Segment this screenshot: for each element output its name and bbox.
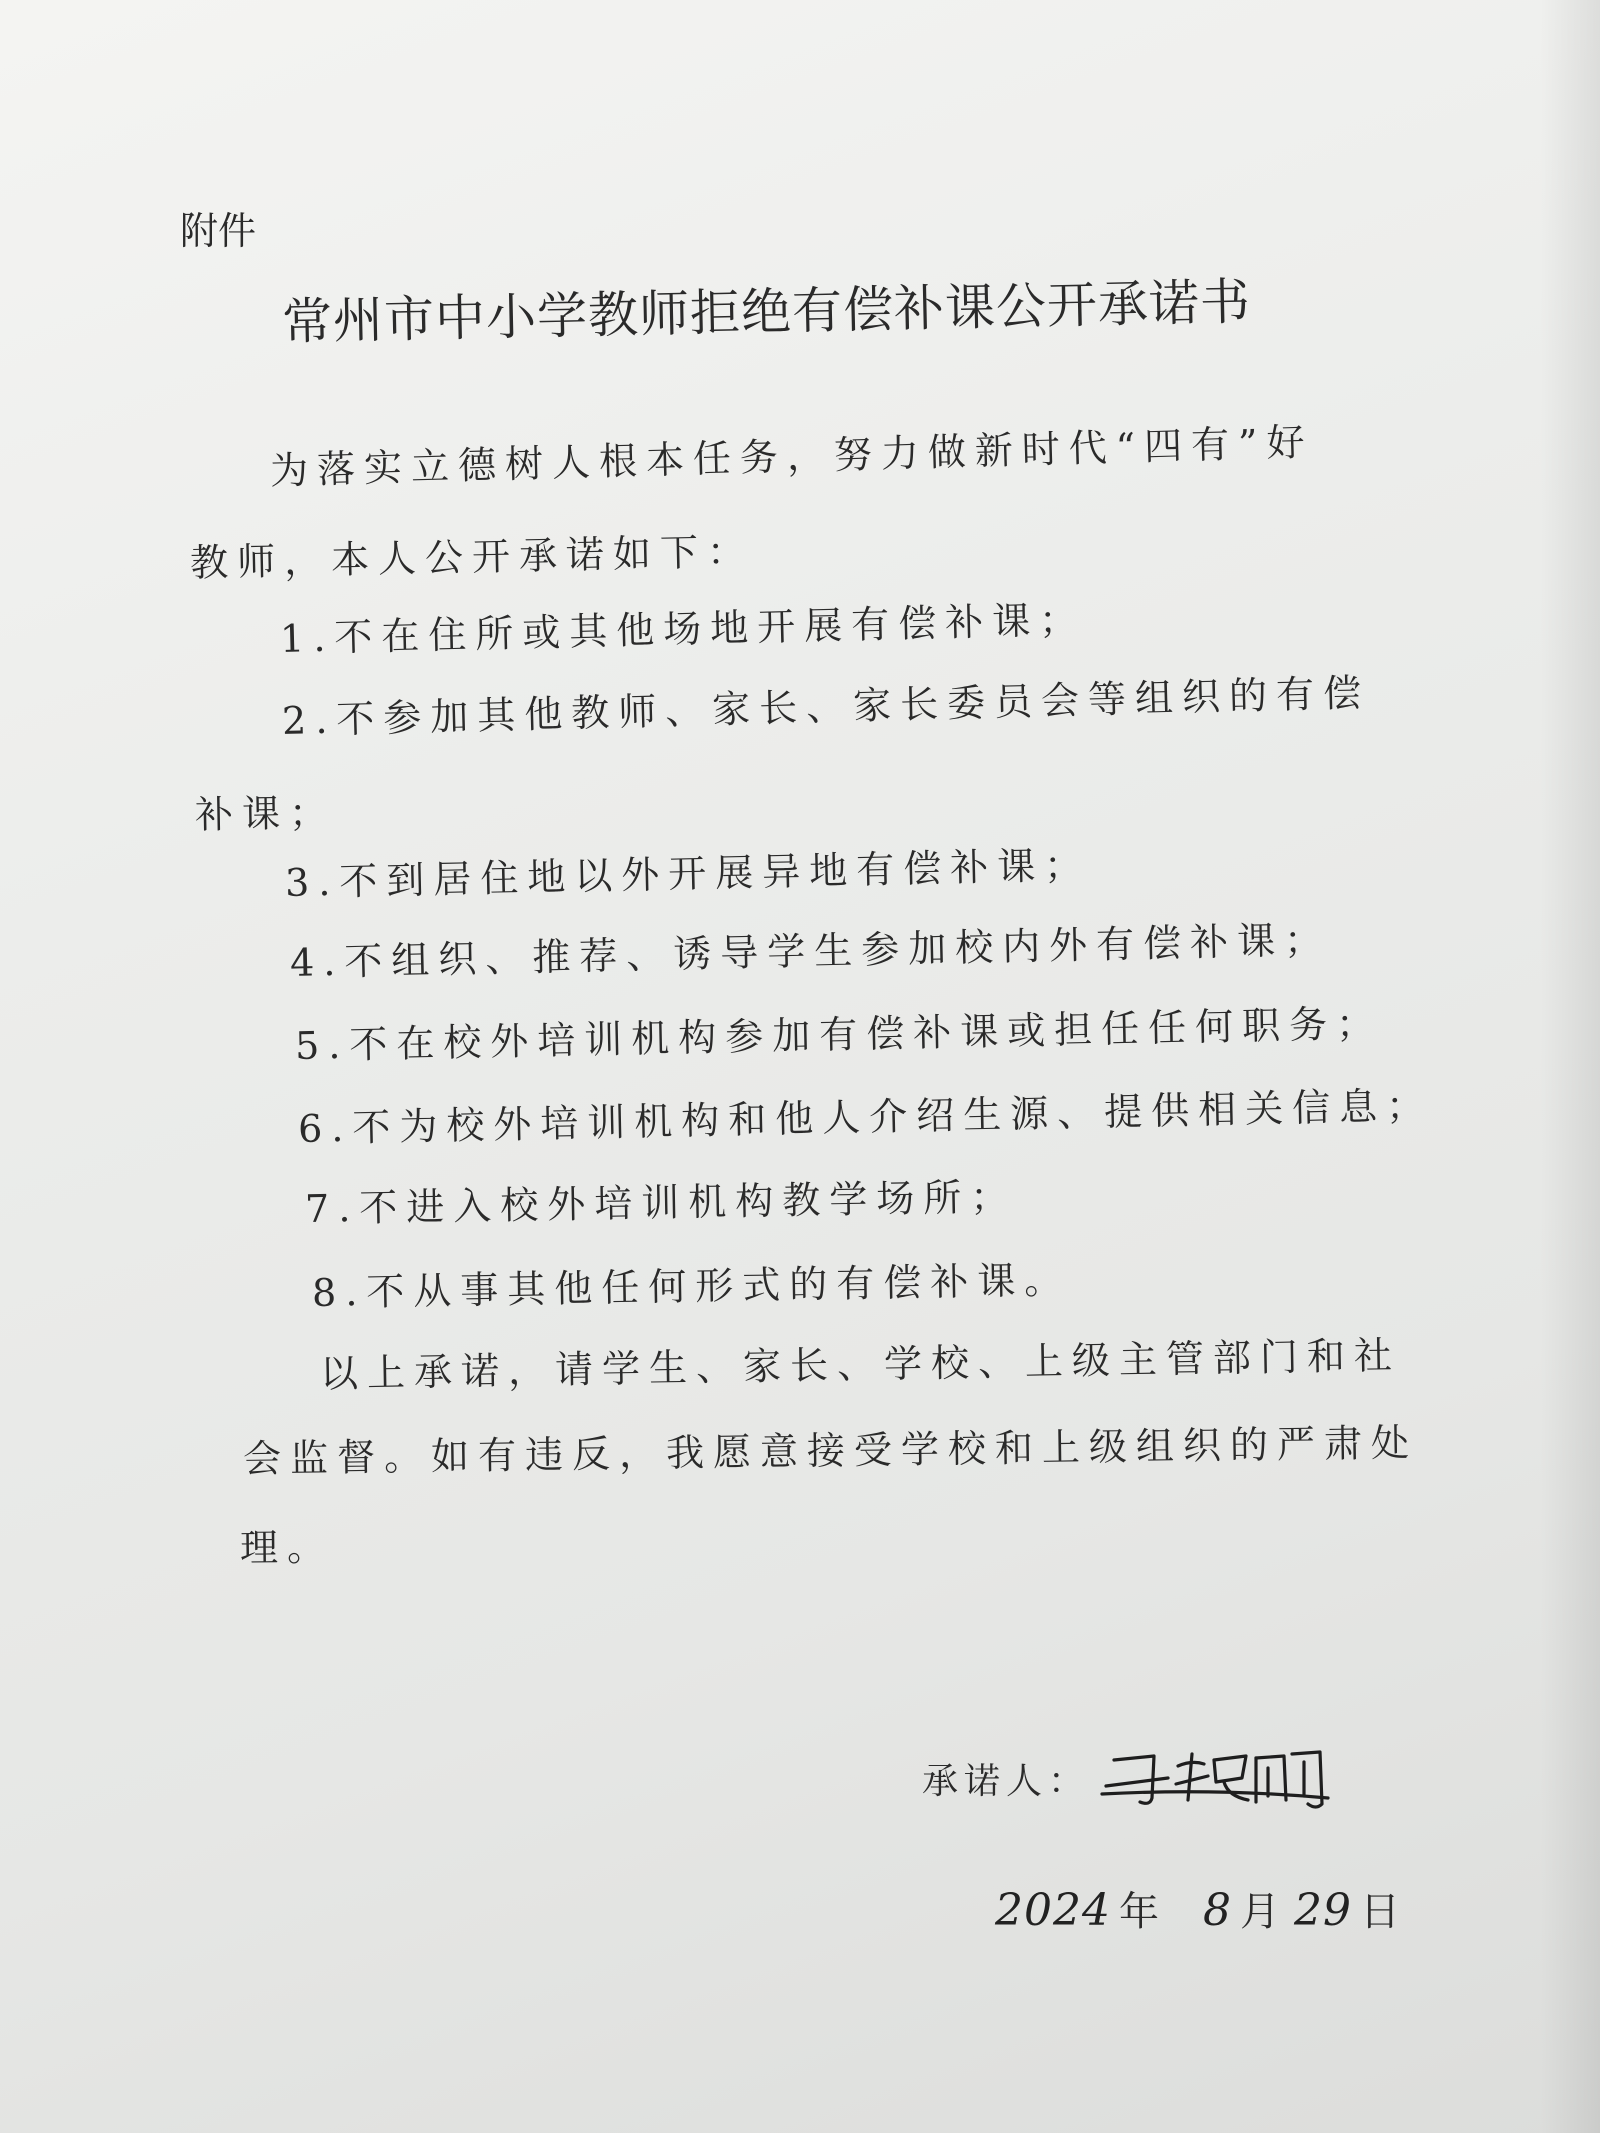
closing-line: 理。: [239, 1525, 335, 1570]
signer-label: 承诺人：: [922, 1760, 1091, 1802]
pledge-item-6: 6.不为校外培训机构和他人介绍生源、提供相关信息；: [297, 1083, 1434, 1151]
date-day-label: 日: [1359, 1889, 1400, 1935]
pledge-item-2-cont: 补课；: [194, 790, 337, 837]
closing-line: 以上承诺，请学生、家长、学校、上级主管部门和社: [319, 1333, 1402, 1396]
pledge-item-1: 1.不在住所或其他场地开展有偿补课；: [279, 597, 1087, 661]
body-line: 为落实立德树人根本任务，努力做新时代“四有”好: [269, 419, 1315, 493]
date-day: 29: [1293, 1885, 1352, 1936]
document-title: 常州市中小学教师拒绝有偿补课公开承诺书: [281, 272, 1252, 351]
date-year-label: 年: [1118, 1889, 1159, 1935]
pledge-item-4: 4.不组织、推荐、诱导学生参加校内外有偿补课；: [289, 917, 1332, 985]
date-year: 2024: [995, 1885, 1111, 1936]
date-month-label: 月: [1239, 1889, 1280, 1935]
signer-row: [922, 1738, 1331, 1818]
attachment-label: 附件: [180, 209, 257, 253]
pledge-item-8: 8.不从事其他任何形式的有偿补课。: [311, 1257, 1072, 1315]
pledge-item-5: 5.不在校外培训机构参加有偿补课或担任任何职务；: [294, 1001, 1384, 1068]
pledge-item-3: 3.不到居住地以外开展异地有偿补课；: [284, 842, 1092, 905]
pledge-item-7: 7.不进入校外培训机构教学场所；: [304, 1174, 1018, 1231]
sign-date: [995, 1880, 1414, 1937]
body-line: 教师，本人公开承诺如下：: [189, 529, 755, 585]
date-month: 8: [1202, 1885, 1232, 1936]
page-shadow: [1540, 0, 1600, 2133]
pledge-item-2: 2.不参加其他教师、家长、家长委员会等组织的有偿: [281, 670, 1371, 743]
closing-line: 会监督。如有违反，我愿意接受学校和上级组织的严肃处: [242, 1420, 1419, 1481]
handwritten-signature: [1096, 1738, 1331, 1818]
